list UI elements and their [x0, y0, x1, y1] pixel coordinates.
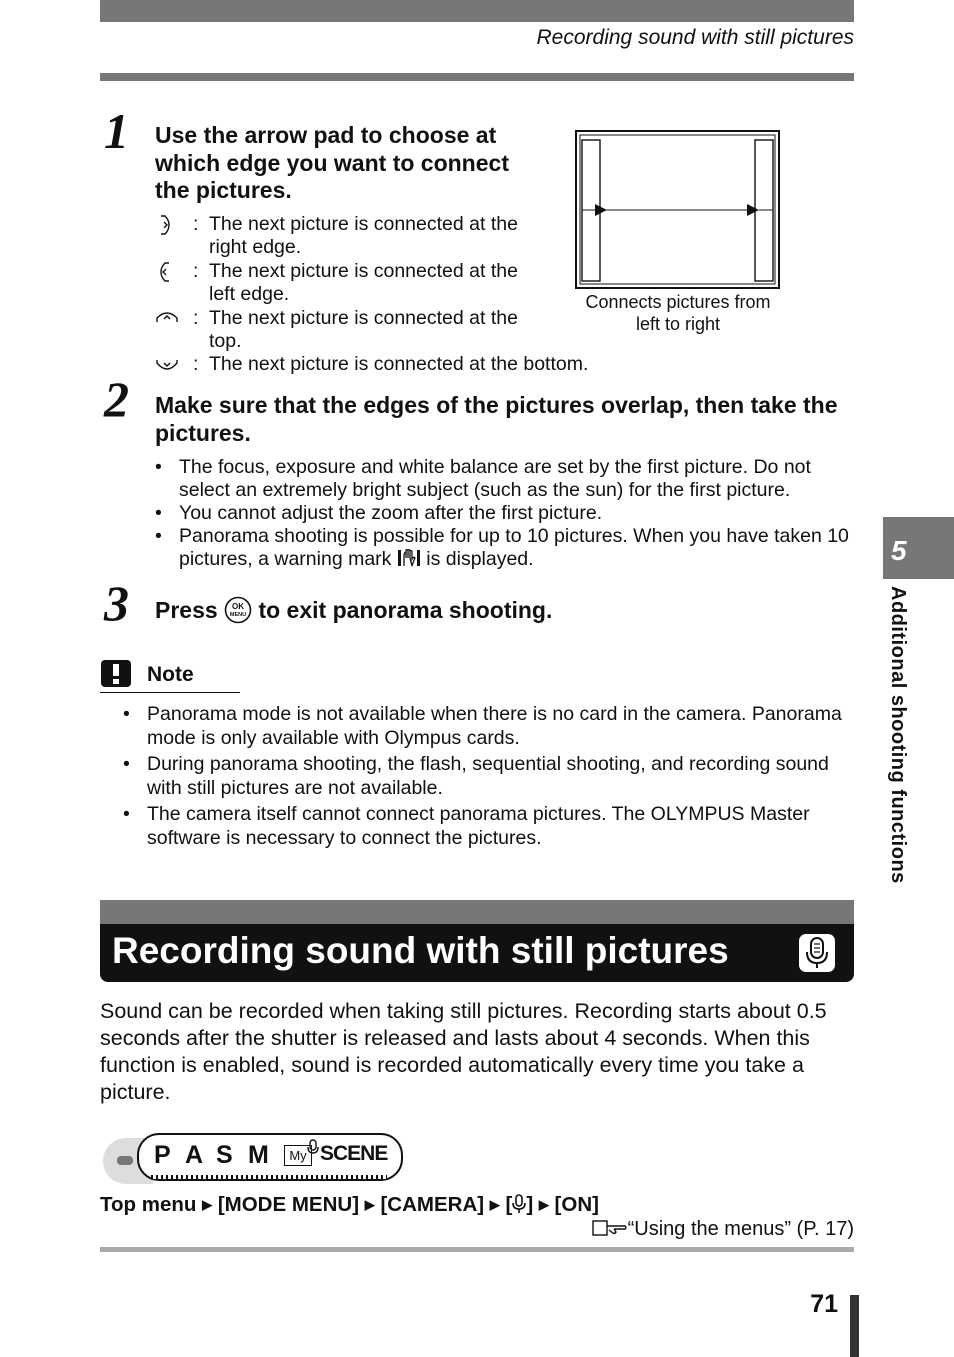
section-banner-top — [100, 900, 854, 924]
footer-divider — [100, 1247, 854, 1252]
path-arrow-icon: ▶ — [364, 1197, 375, 1212]
path-arrow-icon: ▶ — [538, 1197, 549, 1212]
mode-mymode: My — [284, 1145, 312, 1166]
chapter-tab: 5 — [883, 517, 954, 579]
page-number-bar — [850, 1295, 859, 1357]
edge-option-text: The next picture is connected at the left edge. — [209, 260, 518, 305]
mode-ruler — [151, 1175, 387, 1179]
svg-text:OK: OK — [232, 602, 245, 611]
reference-text: “Using the menus” (P. 17) — [627, 1218, 854, 1240]
svg-text:MENU: MENU — [229, 612, 247, 618]
step-3-heading: Press OK MENU to exit panorama shooting. — [155, 597, 553, 623]
section-banner — [100, 924, 854, 982]
mode-scene: SCENE — [320, 1142, 388, 1165]
note-label: Note — [147, 663, 194, 686]
note-underline — [100, 692, 240, 693]
microphone-icon — [512, 1194, 526, 1214]
mymode-mic-icon — [307, 1139, 319, 1157]
arrow-right-icon — [155, 214, 179, 236]
step-1-heading: Use the arrow pad to choose at which edge you want to connect the pictures. — [155, 122, 509, 203]
list-item: • Panorama shooting is possible for up to 10 pictures. When you have taken 10 pictures, a warning mark is displayed. — [155, 525, 854, 571]
microphone-icon — [799, 934, 835, 972]
list-item: • The focus, exposure and white balance are set by the first picture. Do not select an extremely bright subject (such as the sun) for the first picture. — [155, 456, 854, 502]
step-number-2: 2 — [104, 371, 129, 427]
running-header: Recording sound with still pictures — [536, 26, 854, 49]
arrow-left-icon — [155, 261, 179, 283]
arrow-down-icon — [155, 354, 179, 376]
step-number-3: 3 — [104, 575, 129, 631]
list-item: • During panorama shooting, the flash, sequential shooting, and recording sound with still pictures are not available. — [123, 753, 854, 800]
path-arrow-icon: ▶ — [202, 1197, 213, 1212]
menu-path: Top menu ▶ [MODE MENU] ▶ [CAMERA] ▶ [ ] ▶ [ON] — [100, 1193, 599, 1216]
section-intro: Sound can be recorded when taking still pictures. Recording starts about 0.5 seconds after the shutter is released and lasts about 4 seconds. When this function is enabled, sound is recorded automatically every time you take a picture. — [100, 999, 827, 1104]
mode-m: M — [248, 1141, 269, 1169]
section-title: Recording sound with still pictures — [112, 930, 729, 971]
edge-option-text: The next picture is connected at the right edge. — [209, 213, 518, 258]
arrow-up-icon — [155, 308, 179, 330]
warning-hand-icon — [397, 548, 421, 568]
note-bullets — [123, 703, 854, 850]
header-divider — [100, 73, 854, 81]
mode-s: S — [216, 1141, 233, 1169]
step-2-heading: Make sure that the edges of the pictures overlap, then take the pictures. — [155, 392, 838, 446]
reference-hand-icon — [592, 1218, 628, 1238]
note-icon — [101, 660, 131, 687]
reference-link[interactable] — [454, 1218, 854, 1241]
list-item: • You cannot adjust the zoom after the first picture. — [155, 502, 854, 525]
header-bar — [100, 0, 854, 22]
panorama-illustration — [575, 130, 781, 290]
edge-option-text: The next picture is connected at the top. — [209, 307, 518, 352]
step-number-1: 1 — [104, 103, 129, 159]
mode-a: A — [185, 1141, 204, 1169]
list-item: • Panorama mode is not available when there is no card in the camera. Panorama mode is only available with Olympus cards. — [123, 703, 854, 750]
step-2-bullets — [155, 456, 854, 571]
path-arrow-icon: ▶ — [489, 1197, 500, 1212]
edge-option-text: The next picture is connected at the bottom. — [209, 353, 589, 375]
list-item: • The camera itself cannot connect panorama pictures. The OLYMPUS Master software is necessary to connect the pictures. — [123, 803, 854, 850]
ok-menu-button-icon — [224, 596, 252, 624]
mode-indicator — [137, 1133, 403, 1181]
illustration-caption: Connects pictures from left to right — [585, 292, 771, 334]
page-number: 71 — [810, 1290, 838, 1318]
mode-p: P — [154, 1141, 171, 1169]
chapter-side-label: Additional shooting functions — [887, 586, 909, 884]
